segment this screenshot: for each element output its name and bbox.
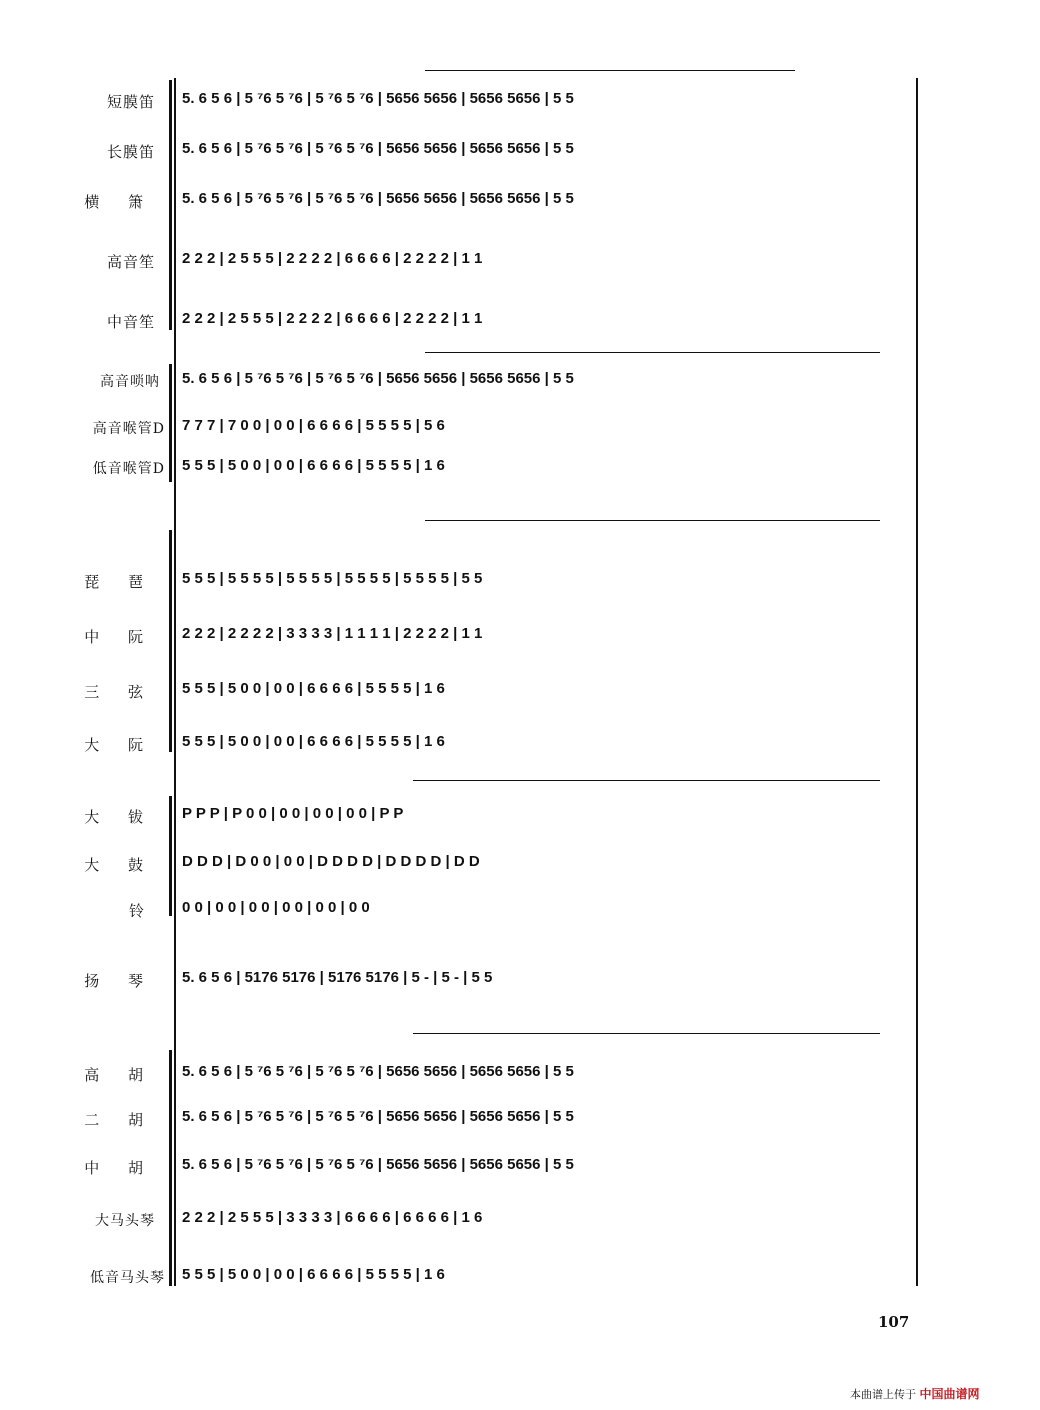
footer [850,1385,980,1402]
instrument-label: 中音笙 [106,313,155,331]
notation-line: 0 0 | 0 0 | 0 0 | 0 0 | 0 0 | 0 0 [182,899,370,916]
instrument-label: 大 钹 [84,808,155,826]
notation-line: 5. 6 5 6 | 5 ⁷6 5 ⁷6 | 5 ⁷6 5 ⁷6 | 5656 5656 | 5656 5656 | 5 5 [182,90,574,107]
notation-line: P P P | P 0 0 | 0 0 | 0 0 | 0 0 | P P [182,805,404,822]
instrument-label: 大 阮 [84,736,155,754]
notation-line: 5. 6 5 6 | 5 ⁷6 5 ⁷6 | 5 ⁷6 5 ⁷6 | 5656 5656 | 5656 5656 | 5 5 [182,1063,574,1080]
notation-line: 5. 6 5 6 | 5 ⁷6 5 ⁷6 | 5 ⁷6 5 ⁷6 | 5656 5656 | 5656 5656 | 5 5 [182,370,574,387]
notation-line: 2 2 2 | 2 2 2 2 | 3 3 3 3 | 1 1 1 1 | 2 2 2 2 | 1 1 [182,625,483,642]
notation-line: 5. 6 5 6 | 5 ⁷6 5 ⁷6 | 5 ⁷6 5 ⁷6 | 5656 5656 | 5656 5656 | 5 5 [182,140,574,157]
notation-line: D D D | D 0 0 | 0 0 | D D D D | D D D D | D D [182,853,480,870]
group-bracket [169,364,178,482]
page-number: 107 [878,1313,910,1331]
instrument-label: 低音马头琴 [90,1270,165,1286]
notation-line: 5. 6 5 6 | 5176 5176 | 5176 5176 | 5 - | 5 - | 5 5 [182,969,493,986]
instrument-label: 二 胡 [84,1111,155,1129]
instrument-label: 大 鼓 [84,856,155,874]
notation-line: 2 2 2 | 2 5 5 5 | 2 2 2 2 | 6 6 6 6 | 2 2 2 2 | 1 1 [182,310,483,327]
phrase-line [425,352,880,353]
group-bracket [169,1050,178,1286]
instrument-label: 横 箫 [84,193,155,211]
notation-line: 5. 6 5 6 | 5 ⁷6 5 ⁷6 | 5 ⁷6 5 ⁷6 | 5656 5656 | 5656 5656 | 5 5 [182,190,574,207]
notation-line: 5. 6 5 6 | 5 ⁷6 5 ⁷6 | 5 ⁷6 5 ⁷6 | 5656 5656 | 5656 5656 | 5 5 [182,1156,574,1173]
instrument-label: 中 胡 [84,1159,155,1177]
notation-line: 5 5 5 | 5 0 0 | 0 0 | 6 6 6 6 | 5 5 5 5 | 1 6 [182,457,445,474]
instrument-label: 长膜笛 [106,143,155,161]
notation-line: 2 2 2 | 2 5 5 5 | 3 3 3 3 | 6 6 6 6 | 6 6 6 6 | 1 6 [182,1209,483,1226]
footer-brand: 中国曲谱网 [919,1387,980,1401]
notation-line: 5 5 5 | 5 0 0 | 0 0 | 6 6 6 6 | 5 5 5 5 | 1 6 [182,733,445,750]
instrument-label: 高音笙 [106,253,155,271]
notation-line: 5 5 5 | 5 0 0 | 0 0 | 6 6 6 6 | 5 5 5 5 | 1 6 [182,1266,445,1283]
instrument-label: 铃 [128,902,145,920]
instrument-label: 低音喉管D [92,461,165,477]
group-bracket [169,80,178,330]
instrument-label: 高音喉管D [92,421,165,437]
instrument-label: 琵 琶 [84,573,155,591]
instrument-label: 中 阮 [84,628,155,646]
instrument-label: 高 胡 [84,1066,155,1084]
phrase-line [425,520,880,521]
group-bracket [169,796,178,916]
notation-line: 5 5 5 | 5 0 0 | 0 0 | 6 6 6 6 | 5 5 5 5 | 1 6 [182,680,445,697]
notation-line: 5. 6 5 6 | 5 ⁷6 5 ⁷6 | 5 ⁷6 5 ⁷6 | 5656 5656 | 5656 5656 | 5 5 [182,1108,574,1125]
phrase-line [413,1033,880,1034]
instrument-label: 短膜笛 [106,93,155,111]
phrase-line [413,780,880,781]
phrase-line [425,70,795,71]
instrument-label: 三 弦 [84,683,155,701]
instrument-label: 高音唢呐 [100,374,160,390]
group-bracket [169,530,178,752]
notation-line: 7 7 7 | 7 0 0 | 0 0 | 6 6 6 6 | 5 5 5 5 | 5 6 [182,417,445,434]
notation-line: 2 2 2 | 2 5 5 5 | 2 2 2 2 | 6 6 6 6 | 2 2 2 2 | 1 1 [182,250,483,267]
footer-text: 本曲谱上传于 [850,1388,916,1401]
instrument-label: 扬 琴 [84,972,155,990]
final-barline [916,78,918,1286]
instrument-label: 大马头琴 [95,1213,155,1229]
notation-line: 5 5 5 | 5 5 5 5 | 5 5 5 5 | 5 5 5 5 | 5 5 5 5 | 5 5 [182,570,483,587]
